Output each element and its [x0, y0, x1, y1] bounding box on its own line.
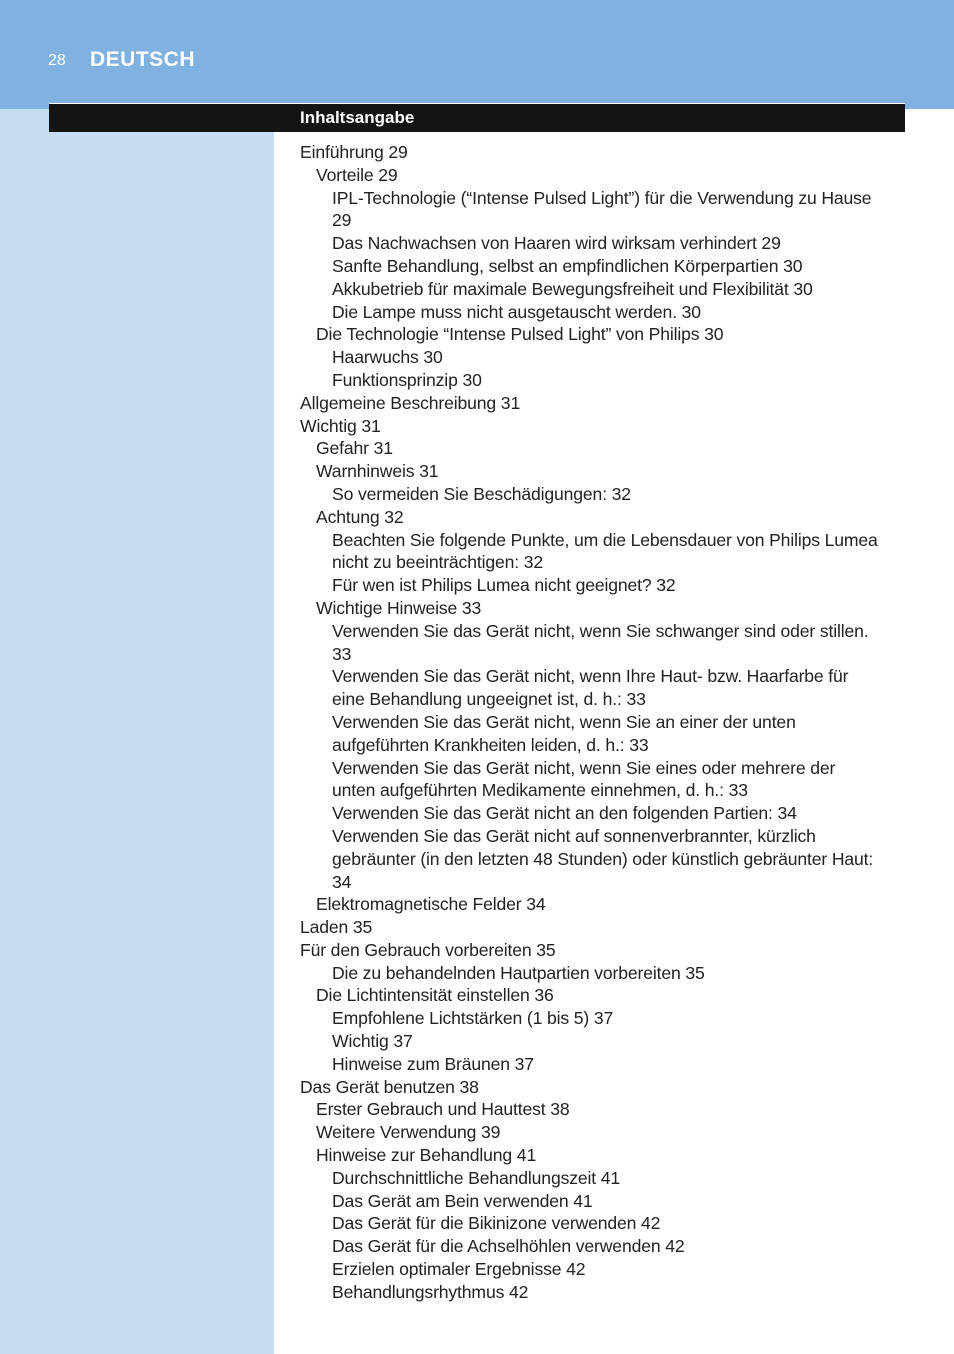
page-number: 28 — [48, 52, 66, 69]
toc-entry[interactable]: Beachten Sie folgende Punkte, um die Lebensdauer von Philips Lumea — [332, 529, 878, 550]
toc-entry[interactable]: Vorteile 29 — [316, 164, 398, 185]
toc-entry[interactable]: Achtung 32 — [316, 506, 404, 527]
toc-entry[interactable]: Für wen ist Philips Lumea nicht geeignet? 32 — [332, 575, 676, 596]
toc-entry[interactable]: 33 — [332, 643, 352, 664]
toc-entry[interactable]: Erster Gebrauch und Hauttest 38 — [316, 1099, 570, 1120]
toc-entry[interactable]: Verwenden Sie das Gerät nicht auf sonnenverbrannter, kürzlich — [332, 825, 816, 846]
toc-entry[interactable]: nicht zu beeinträchtigen: 32 — [332, 552, 543, 573]
toc-entry[interactable]: Verwenden Sie das Gerät nicht, wenn Sie eines oder mehrere der — [332, 757, 836, 778]
left-margin-column — [0, 109, 274, 1354]
toc-entry[interactable]: Verwenden Sie das Gerät nicht, wenn Ihre Haut- bzw. Haarfarbe für — [332, 666, 849, 687]
toc-entry[interactable]: Die zu behandelnden Hautpartien vorbereiten 35 — [332, 962, 705, 983]
toc-entry[interactable]: Hinweise zum Bräunen 37 — [332, 1053, 534, 1074]
toc-entry[interactable]: Wichtig 37 — [332, 1031, 413, 1052]
toc-entry[interactable]: Für den Gebrauch vorbereiten 35 — [300, 939, 556, 960]
toc-entry[interactable]: Das Gerät benutzen 38 — [300, 1076, 479, 1097]
toc-entry[interactable]: gebräunter (in den letzten 48 Stunden) oder künstlich gebräunter Haut: — [332, 848, 874, 869]
toc-entry[interactable]: Verwenden Sie das Gerät nicht an den folgenden Partien: 34 — [332, 803, 797, 824]
toc-entry[interactable]: eine Behandlung ungeeignet ist, d. h.: 33 — [332, 689, 646, 710]
toc-entry[interactable]: Das Gerät für die Bikinizone verwenden 42 — [332, 1213, 661, 1234]
toc-entry[interactable]: Allgemeine Beschreibung 31 — [300, 392, 521, 413]
toc-entry[interactable]: Einführung 29 — [300, 142, 408, 162]
toc-entry[interactable]: Sanfte Behandlung, selbst an empfindlichen Körperpartien 30 — [332, 255, 803, 276]
table-of-contents — [300, 141, 912, 1304]
language-title: DEUTSCH — [90, 48, 196, 71]
toc-entry[interactable]: Die Lichtintensität einstellen 36 — [316, 985, 554, 1006]
toc-entry[interactable]: Wichtig 31 — [300, 415, 381, 436]
toc-entry[interactable]: Die Technologie “Intense Pulsed Light” von Philips 30 — [316, 324, 724, 345]
toc-entry[interactable]: IPL-Technologie (“Intense Pulsed Light”) für die Verwendung zu Hause — [332, 187, 872, 208]
toc-entry[interactable]: Akkubetrieb für maximale Bewegungsfreiheit und Flexibilität 30 — [332, 278, 813, 299]
toc-entry[interactable]: Haarwuchs 30 — [332, 347, 443, 368]
toc-entry[interactable]: Warnhinweis 31 — [316, 461, 439, 482]
toc-entry[interactable]: Funktionsprinzip 30 — [332, 369, 482, 390]
toc-entry[interactable]: Weitere Verwendung 39 — [316, 1122, 501, 1143]
toc-entry[interactable]: aufgeführten Krankheiten leiden, d. h.: 33 — [332, 734, 649, 755]
toc-entry[interactable]: 34 — [332, 871, 352, 892]
toc-entry[interactable]: Gefahr 31 — [316, 438, 393, 459]
toc-entry[interactable]: Verwenden Sie das Gerät nicht, wenn Sie an einer der unten — [332, 711, 796, 732]
toc-title: Inhaltsangabe — [300, 108, 415, 127]
toc-entry[interactable]: Das Gerät für die Achselhöhlen verwenden 42 — [332, 1236, 685, 1257]
toc-entry[interactable]: Behandlungsrhythmus 42 — [332, 1281, 529, 1302]
toc-entry[interactable]: Hinweise zur Behandlung 41 — [316, 1145, 537, 1166]
toc-entry[interactable]: Das Nachwachsen von Haaren wird wirksam verhindert 29 — [332, 233, 781, 254]
toc-entry[interactable]: Verwenden Sie das Gerät nicht, wenn Sie schwanger sind oder stillen. — [332, 620, 869, 641]
toc-entry[interactable]: Erzielen optimaler Ergebnisse 42 — [332, 1259, 586, 1280]
toc-entry[interactable]: Wichtige Hinweise 33 — [316, 597, 482, 618]
toc-entry[interactable]: Elektromagnetische Felder 34 — [316, 894, 546, 915]
toc-entry[interactable]: So vermeiden Sie Beschädigungen: 32 — [332, 483, 631, 504]
toc-entry[interactable]: Empfohlene Lichtstärken (1 bis 5) 37 — [332, 1008, 614, 1029]
toc-title-bar — [49, 103, 905, 132]
toc-entry[interactable]: 29 — [332, 210, 352, 231]
toc-entry[interactable]: Das Gerät am Bein verwenden 41 — [332, 1190, 593, 1211]
toc-entry[interactable]: Laden 35 — [300, 917, 373, 938]
toc-entry[interactable]: Durchschnittliche Behandlungszeit 41 — [332, 1167, 621, 1188]
toc-entry[interactable]: Die Lampe muss nicht ausgetauscht werden. 30 — [332, 301, 701, 322]
toc-entry[interactable]: unten aufgeführten Medikamente einnehmen, d. h.: 33 — [332, 780, 748, 801]
